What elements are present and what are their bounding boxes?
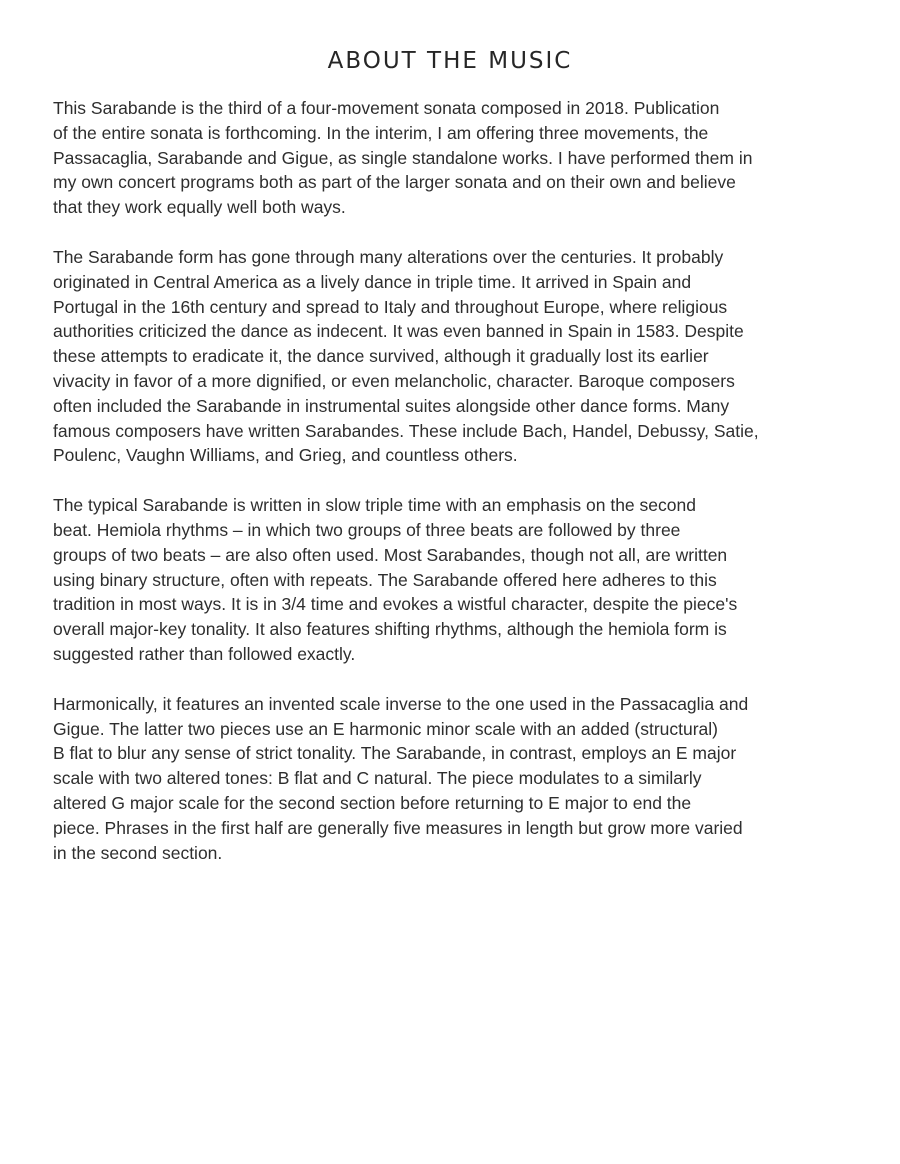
body-text (53, 96, 849, 890)
text-line: Harmonically, it features an invented scale inverse to the one used in the Passacaglia and (53, 693, 749, 714)
text-line: famous composers have written Sarabandes. These include Bach, Handel, Debussy, Satie, (53, 420, 759, 441)
paragraph-2 (53, 245, 849, 468)
paragraph-3 (53, 493, 849, 667)
text-line: piece. Phrases in the first half are generally five measures in length but grow more varied (53, 817, 743, 838)
text-line: tradition in most ways. It is in 3/4 time and evokes a wistful character, despite the piece's (53, 594, 738, 615)
text-line: altered G major scale for the second section before returning to E major to end the (53, 792, 692, 813)
text-line: scale with two altered tones: B flat and C natural. The piece modulates to a similarly (53, 768, 702, 789)
text-line: The Sarabande form has gone through many alterations over the centuries. It probably (53, 246, 724, 267)
text-line: authorities criticized the dance as indecent. It was even banned in Spain in 1583. Despite (53, 321, 744, 342)
text-line: Portugal in the 16th century and spread to Italy and throughout Europe, where religious (53, 296, 728, 317)
text-line: using binary structure, often with repeats. The Sarabande offered here adheres to this (53, 569, 717, 590)
text-line: The typical Sarabande is written in slow triple time with an emphasis on the second (53, 495, 696, 516)
text-line: suggested rather than followed exactly. (53, 643, 356, 664)
text-line: often included the Sarabande in instrumental suites alongside other dance forms. Many (53, 395, 730, 416)
text-line: these attempts to eradicate it, the dance survived, although it gradually lost its earlier (53, 346, 709, 367)
text-line: beat. Hemiola rhythms – in which two groups of three beats are followed by three (53, 519, 681, 540)
text-line: of the entire sonata is forthcoming. In the interim, I am offering three movements, the (53, 122, 709, 143)
text-line: Gigue. The latter two pieces use an E harmonic minor scale with an added (structural) (53, 718, 718, 739)
text-line: B flat to blur any sense of strict tonality. The Sarabande, in contrast, employs an E major (53, 743, 737, 764)
page-title: ABOUT THE MUSIC (327, 48, 573, 74)
text-line: overall major-key tonality. It also features shifting rhythms, although the hemiola form is (53, 619, 727, 640)
text-line: Passacaglia, Sarabande and Gigue, as single standalone works. I have performed them in (53, 147, 753, 168)
text-line: Poulenc, Vaughn Williams, and Grieg, and countless others. (53, 445, 518, 466)
paragraph-1 (53, 96, 849, 220)
text-line: that they work equally well both ways. (53, 197, 346, 218)
text-line: my own concert programs both as part of the larger sonata and on their own and believe (53, 172, 736, 193)
text-line: in the second section. (53, 842, 223, 863)
text-line: originated in Central America as a lively dance in triple time. It arrived in Spain and (53, 271, 692, 292)
text-line: groups of two beats – are also often used. Most Sarabandes, though not all, are written (53, 544, 728, 565)
text-line: This Sarabande is the third of a four-movement sonata composed in 2018. Publication (53, 98, 720, 118)
text-line: vivacity in favor of a more dignified, or even melancholic, character. Baroque composers (53, 370, 735, 391)
paragraph-4 (53, 692, 849, 866)
